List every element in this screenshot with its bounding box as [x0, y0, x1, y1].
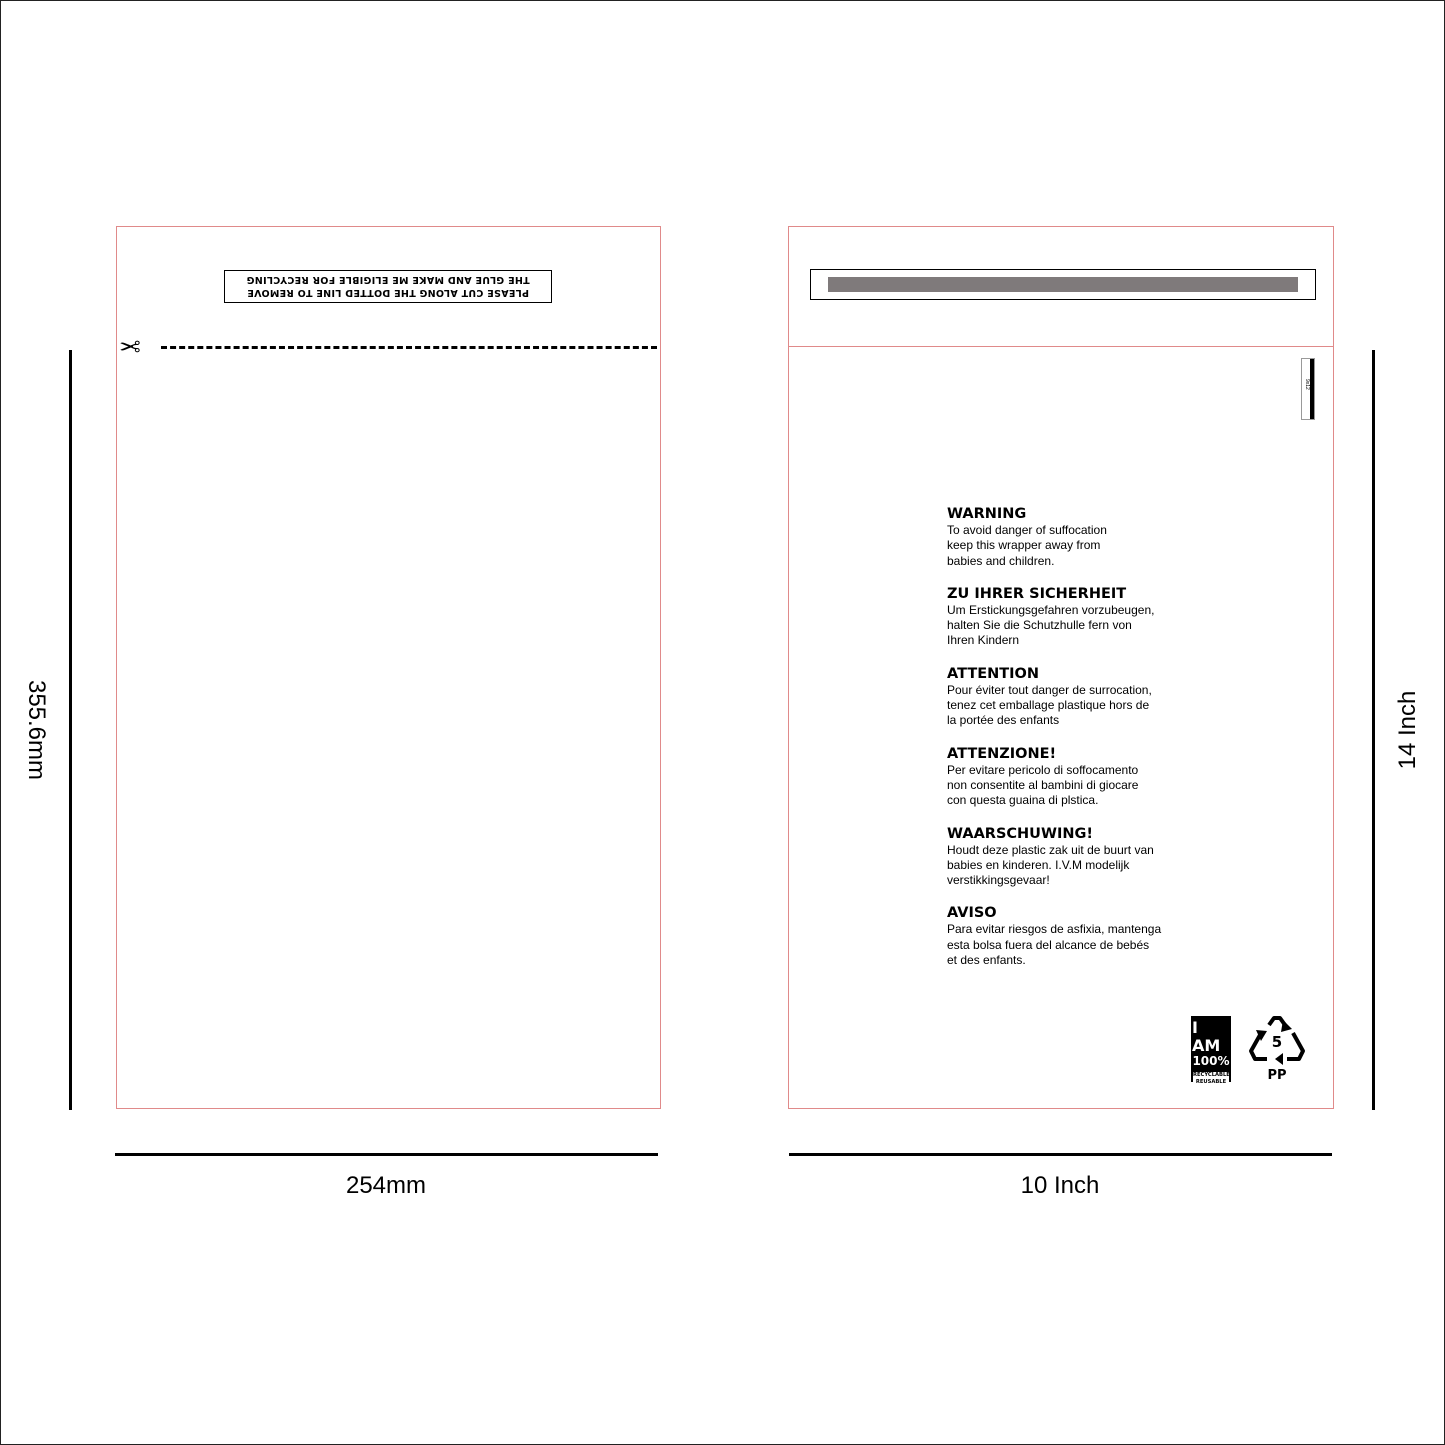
- height-dimension-line-right: [1372, 350, 1375, 1110]
- width-mm-label: 254mm: [345, 1172, 427, 1199]
- width-dimension-line-left: [115, 1153, 658, 1156]
- flap-fold-line: [789, 346, 1333, 347]
- bag-back-template: [788, 226, 1334, 1109]
- size-tag-bar: [1310, 359, 1314, 419]
- warning-texts: [947, 506, 1187, 985]
- recycle-number: 5: [1271, 1033, 1283, 1051]
- warning-block: [947, 826, 1187, 889]
- recycle-material-label: PP: [1267, 1068, 1287, 1083]
- height-inch-label: 14 Inch: [1394, 690, 1421, 770]
- warning-text: Houdt deze plastic zak uit de buurt van babies en kinderen. I.V.M modelijk verstikkingsgevaar!: [947, 842, 1154, 888]
- warning-text: To avoid danger of suffocation keep this wrapper away from babies and children.: [947, 523, 1107, 568]
- warning-block: [947, 905, 1187, 968]
- warning-heading: ZU IHRER SICHERHEIT: [947, 585, 1127, 602]
- height-mm-label: 355.6mm: [23, 679, 50, 781]
- recycle-instruction-box: [224, 270, 552, 303]
- warning-heading: AVISO: [947, 905, 997, 922]
- warning-text: Per evitare pericolo di soffocamento non consentite al bambini di giocare con questa guaina di plstica.: [947, 762, 1139, 808]
- cut-line: [161, 346, 657, 349]
- recyclable-badge: [1191, 1016, 1231, 1085]
- size-tag-label: 9x12: [1304, 379, 1310, 390]
- width-inch-label: 10 Inch: [1020, 1172, 1100, 1199]
- warning-block: [947, 746, 1187, 809]
- badge-line2: 100%: [1192, 1054, 1230, 1068]
- warning-heading: WARNING: [947, 506, 1027, 522]
- adhesive-strip-fill: [828, 277, 1298, 292]
- bag-front-template: [116, 226, 661, 1109]
- warning-text: Um Erstickungsgefahren vorzubeugen, halten Sie die Schutzhulle fern von Ihren Kindern: [947, 602, 1155, 648]
- badge-line4: REUSABLE: [1193, 1079, 1229, 1086]
- badge-line3: RECYCLABLE: [1193, 1072, 1230, 1078]
- warning-block: [947, 506, 1187, 569]
- warning-block: [947, 586, 1187, 649]
- width-dimension-line-right: [789, 1153, 1332, 1156]
- adhesive-strip: [810, 269, 1316, 300]
- warning-heading: WAARSCHUWING!: [947, 825, 1093, 842]
- recycle-pp-symbol: [1247, 1015, 1307, 1087]
- warning-text: Para evitar riesgos de asfixia, mantenga esta bolsa fuera del alcance de bebés et des enfants.: [947, 922, 1162, 968]
- warning-heading: ATTENTION: [947, 665, 1039, 682]
- height-dimension-line-left: [69, 350, 72, 1110]
- recycle-instruction-line1: PLEASE CUT ALONG THE DOTTED LINE TO REMOVE: [247, 287, 529, 299]
- warning-block: [947, 666, 1187, 729]
- scissors-icon: ✂: [119, 331, 141, 361]
- badge-line1: I AM: [1192, 1018, 1221, 1055]
- recycle-instruction-line2: THE GLUE AND MAKE ME ELIGIBLE FOR RECYCLING: [246, 274, 530, 286]
- warning-text: Pour éviter tout danger de surrocation, tenez cet emballage plastique hors de la portée des enfants: [947, 682, 1152, 728]
- warning-heading: ATTENZIONE!: [947, 745, 1057, 762]
- size-tag: [1301, 358, 1315, 420]
